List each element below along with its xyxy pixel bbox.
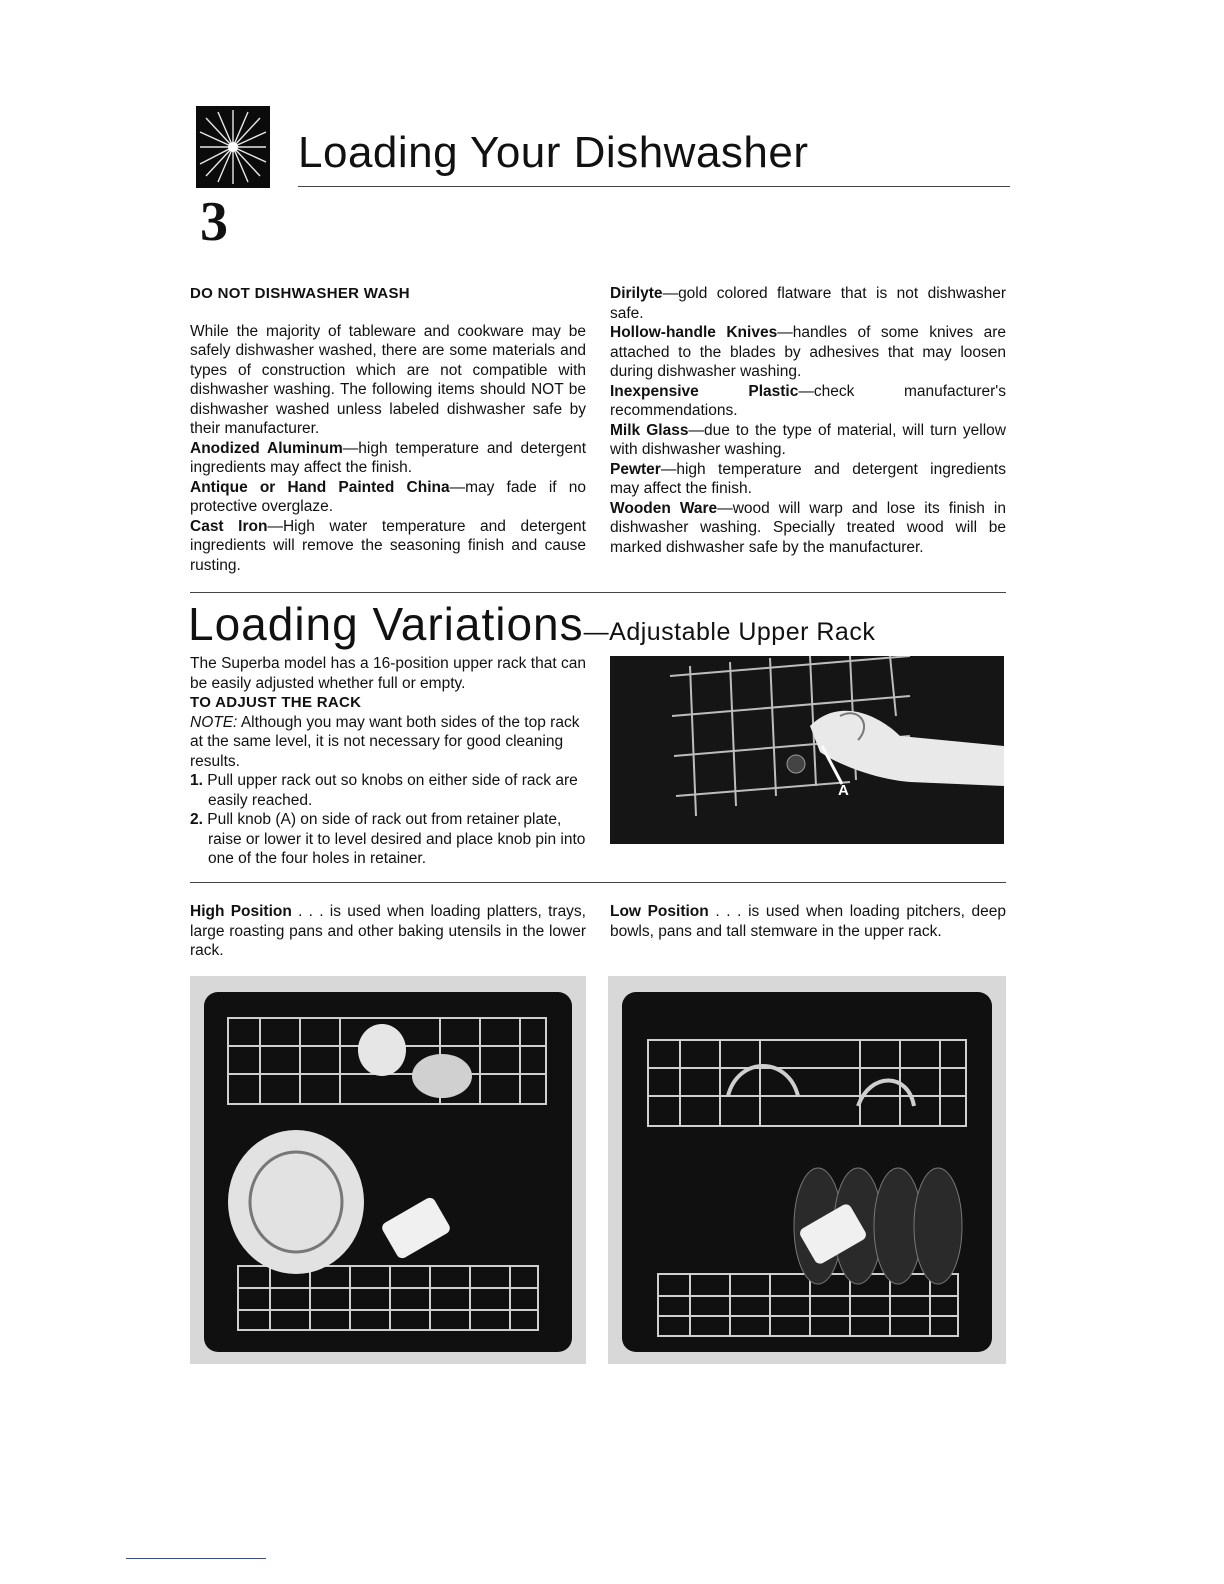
variations-title-sub: —Adjustable Upper Rack — [583, 618, 876, 646]
chapter-icon — [196, 106, 270, 188]
list-item: Anodized Aluminum—high temperature and detergent ingredients may affect the finish. — [190, 439, 587, 476]
list-item: 1. Pull upper rack out so knobs on either side of rack are easily reached. — [190, 772, 578, 809]
note — [190, 713, 586, 772]
list-item: 2. Pull knob (A) on side of rack out from retainer plate, raise or lower it to level desired and place knob pin into one of the four holes in retainer. — [190, 811, 586, 867]
low-position-text — [610, 902, 1006, 941]
do-not-wash-right-column — [610, 284, 1006, 557]
chapter-number: 3 — [200, 191, 228, 253]
list-item: Pewter—high temperature and detergent ingredients may affect the finish. — [610, 460, 1006, 497]
note-label: NOTE: — [190, 713, 238, 731]
high-position-term: High Position — [190, 903, 292, 920]
list-item: Dirilyte—gold colored flatware that is not dishwasher safe. — [610, 285, 1006, 322]
note-text: Although you may want both sides of the top rack at the same level, it is not necessary for good cleaning results. — [190, 713, 580, 770]
low-position-term: Low Position — [610, 903, 709, 920]
list-item: Hollow-handle Knives—handles of some knives are attached to the blades by adhesives that may loosen during dishwasher washing. — [610, 324, 1006, 380]
list-item: Cast Iron—High water temperature and detergent ingredients will remove the seasoning finish and cause rusting. — [190, 517, 586, 574]
list-item: Antique or Hand Painted China—may fade if no protective overglaze. — [190, 478, 587, 515]
chapter-title: Loading Your Dishwasher — [298, 128, 809, 177]
variations-intro: The Superba model has a 16-position upper rack that can be easily adjusted whether full or empty. — [190, 655, 586, 692]
list-item: Inexpensive Plastic—check manufacturer's recommendations. — [610, 382, 1006, 419]
knob-label: A — [838, 782, 849, 799]
low-position-desc: . . . is used when loading pitchers, deep bowls, pans and tall stemware in the upper rack. — [610, 903, 1006, 940]
section-rule — [190, 592, 1006, 593]
do-not-wash-intro: While the majority of tableware and cookware may be safely dishwasher washed, there are some materials and types of construction which are not compatible with dishwasher washing. The following items should NOT be dishwasher washed unless labeled dishwasher safe by their manufacturer. — [190, 322, 586, 437]
title-rule — [298, 186, 1010, 187]
high-position-photo — [190, 976, 586, 1364]
rack-knob-photo — [610, 656, 1004, 844]
adjust-rack-heading: TO ADJUST THE RACK — [190, 694, 362, 711]
list-item: Wooden Ware—wood will warp and lose its finish in dishwasher washing. Specially treated wood will be marked dishwasher safe by the manufacturer. — [610, 499, 1006, 556]
variations-title-main: Loading Variations — [188, 598, 584, 650]
list-item: Milk Glass—due to the type of material, will turn yellow with dishwasher washing. — [610, 421, 1006, 458]
footer-line — [126, 1558, 266, 1559]
variations-title — [188, 596, 875, 660]
high-position-desc: . . . is used when loading platters, trays, large roasting pans and other baking utensils in the lower rack. — [190, 903, 586, 959]
high-position-text — [190, 902, 586, 961]
adjust-rack-column — [190, 654, 586, 869]
section-rule — [190, 882, 1006, 883]
low-position-photo — [608, 976, 1006, 1364]
do-not-wash-left-column — [190, 284, 586, 575]
do-not-wash-heading: DO NOT DISHWASHER WASH — [190, 285, 410, 302]
